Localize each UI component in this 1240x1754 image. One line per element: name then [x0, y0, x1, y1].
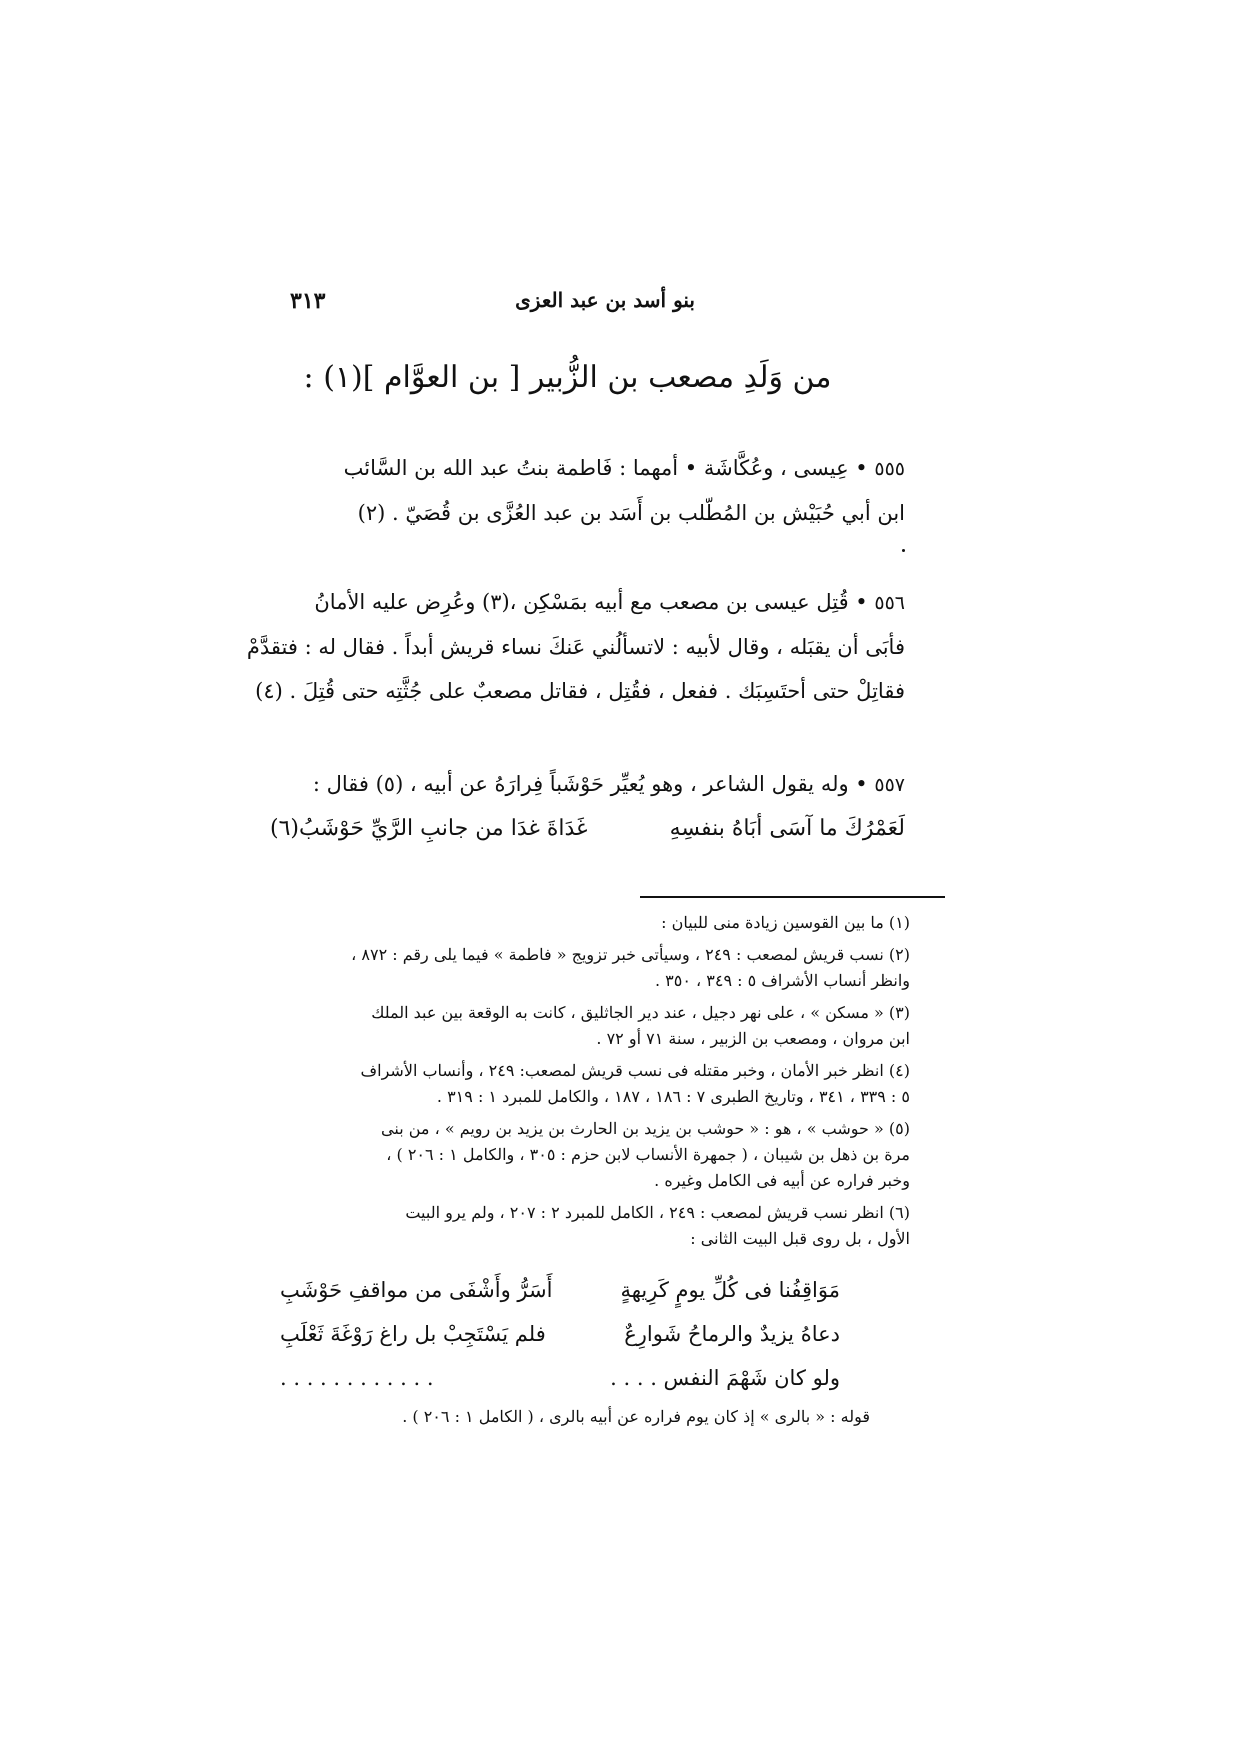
footnote: [275, 942, 910, 994]
footnote: [275, 1200, 910, 1252]
footnote-line: ابن مروان ، ومصعب بن الزبير ، سنة ٧١ أو ٧٢ .: [596, 1029, 910, 1048]
bullet-icon: •: [848, 456, 868, 480]
footnote-line: (٤) انظر خبر الأمان ، وخبر مقتله فى نسب قريش لمصعب: ٢٤٩ ، وأنساب الأشراف: [360, 1061, 910, 1080]
bullet-icon: •: [848, 772, 868, 796]
poem-first-hemistich: دعاهُ يزيدٌ والرماحُ شَوارِعٌ: [624, 1322, 840, 1346]
quoted-poem: [275, 1268, 910, 1400]
footnotes: [275, 910, 910, 1430]
entry-number: ٥٥٧: [874, 774, 905, 796]
footnote: [275, 1000, 910, 1052]
entry-557: [270, 762, 905, 851]
closing-note: قوله : « بالرى » إذ كان يوم فراره عن أبيه بالرى ، ( الكامل ١ : ٢٠٦ ) .: [402, 1407, 870, 1426]
entry-line: فأبَى أن يقبَله ، وقال لأبيه : لاتسألُني عَنكَ نساء قريش أبداً . فقال له : فتقدَّمْ: [246, 635, 905, 659]
poem-first-hemistich: مَوَاقِفُنا فى كُلِّ يومٍ كَرِيهةٍ: [620, 1278, 840, 1302]
footnote-line: (٥) « حوشب » ، هو : « حوشب بن يزيد بن الحارث بن يزيد بن رويم » ، من بنى: [381, 1119, 910, 1138]
footnote: [275, 1058, 910, 1110]
entry-text: وله يقول الشاعر ، وهو يُعيِّر حَوْشَباً فِرارَهُ عن أبيه ، (٥) فقال :: [312, 772, 849, 796]
entry-line: [270, 580, 905, 625]
footnote: [275, 1116, 910, 1194]
verse-line: [270, 807, 905, 851]
verse-second-hemistich: غَدَاةَ غدَا من جانبِ الرَّيِّ حَوْشَبُ(٦): [270, 816, 588, 841]
poem-second-hemistich: أَسَرُّ وأَشْفَى من مواقفِ حَوْشَبِ: [280, 1278, 553, 1302]
entry-text: عِيسى ، وعُكَّاشَة • أمهما : فَاطمة بنتُ عبد الله بن السَّائب: [343, 456, 849, 480]
entry-number: ٥٥٦: [874, 592, 905, 614]
running-head-title: بنو أسد بن عبد العزى: [515, 288, 695, 312]
entry-number: ٥٥٥: [874, 458, 905, 480]
bullet-icon: •: [848, 590, 868, 614]
footnote-line: (٣) « مسكن » ، على نهر دجيل ، عند دير الجاثليق ، كانت به الوقعة بين عبد الملك: [371, 1003, 910, 1022]
poem-first-hemistich: ولو كان شَهْمَ النفس . . . .: [610, 1366, 840, 1390]
entry-line: فقاتِلْ حتى أحتَسِبَك . ففعل ، فقُتِل ، فقاتل مصعبٌ على جُثَّتِه حتى قُتِلَ . (٤): [255, 679, 905, 703]
poem-verse: [280, 1268, 840, 1312]
entry-556: [246, 580, 905, 713]
poem-second-hemistich: فلم يَسْتَجِبْ بل راغ رَوْغَةَ ثَعْلَبِ: [280, 1322, 546, 1346]
footnote-separator: [640, 896, 945, 898]
footnote-line: ٥ : ٣٣٩ ، ٣٤١ ، وتاريخ الطبرى ٧ : ١٨٦ ، ١٨٧ ، والكامل للمبرد ١ : ٣١٩ .: [436, 1087, 910, 1106]
poem-verse: [280, 1312, 840, 1356]
entry-line: ابن أبي حُبَيْش بن المُطّلب بن أَسَد بن عبد العُزَّى بن قُصَيّ . (٢): [357, 501, 905, 525]
footnote-line: وخبر فراره عن أبيه فى الكامل وغيره .: [654, 1171, 910, 1190]
footnote-line: وانظر أنساب الأشراف ٥ : ٣٤٩ ، ٣٥٠ .: [654, 971, 910, 990]
stray-dot: [902, 549, 905, 552]
entry-line: [270, 446, 905, 491]
footnote-line: (٦) انظر نسب قريش لمصعب : ٢٤٩ ، الكامل للمبرد ٢ : ٢٠٧ ، ولم يرو البيت: [405, 1203, 910, 1222]
verse-first-hemistich: لَعَمْرُكَ ما آسَى أبَاهُ بنفسِهِ: [669, 816, 905, 841]
poem-second-hemistich: . . . . . . . . . . . .: [280, 1366, 434, 1390]
page-number: ٣١٣: [290, 288, 326, 314]
entry-line: [270, 762, 905, 807]
footnote-line: (١) ما بين القوسين زيادة منى للبيان :: [661, 913, 910, 932]
footnote: [275, 910, 910, 936]
footnote-line: (٢) نسب قريش لمصعب : ٢٤٩ ، وسيأتى خبر تزويج « فاطمة » فيما يلى رقم : ٨٧٢ ،: [351, 945, 910, 964]
entry-555: [270, 446, 905, 535]
footnote-line: الأول ، بل روى قبل البيت الثانى :: [690, 1229, 910, 1248]
section-title: من وَلَدِ مصعب بن الزُّبير [ بن العوَّام ](١) :: [303, 360, 832, 395]
poem-verse: [280, 1356, 840, 1400]
entry-text: قُتِل عيسى بن مصعب مع أبيه بمَسْكِن ،(٣) وعُرِض عليه الأمانُ: [314, 590, 849, 614]
footnote-line: مرة بن ذهل بن شيبان ، ( جمهرة الأنساب لابن حزم : ٣٠٥ ، والكامل ١ : ٢٠٦ ) ،: [386, 1145, 910, 1164]
running-head: [290, 288, 735, 318]
